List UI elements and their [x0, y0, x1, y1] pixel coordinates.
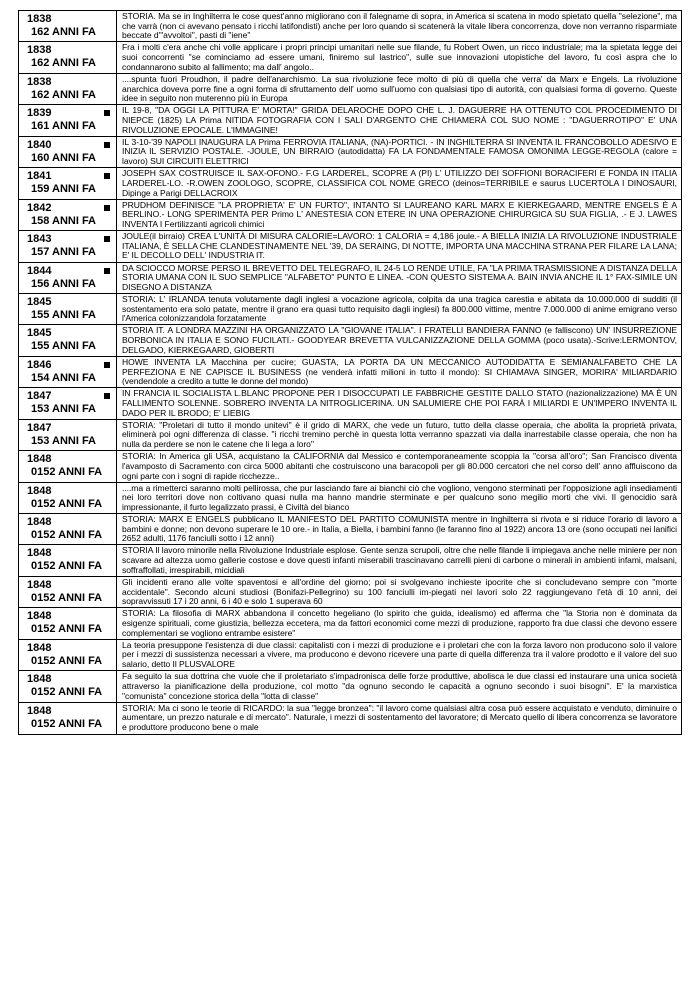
date-cell	[19, 42, 117, 72]
date-cell	[19, 137, 117, 167]
entry-text: IL 19-8, "DA OGGI LA PITTURA E' MORTA!" GRIDA DELAROCHE DOPO CHE L. J. DAGUERRE HA OTTENUTO COL PROCEDIMENTO DI NIEPCE (1825) LA Prima NITIDA FOTOGRAFIA CON I SALI D'ARGENTO CHE CHIAMERÀ COL SUO NOME : "DAGUERROTIPO" E' UNA RIVOLUZIONE EPOCALE. L'IMMAGINE!	[122, 105, 677, 135]
years-ago: 162 ANNI FA	[31, 88, 97, 101]
year: 1848	[27, 578, 52, 591]
date-cell	[19, 577, 117, 607]
timeline-row	[19, 168, 681, 199]
year: 1848	[27, 610, 52, 623]
date-cell	[19, 168, 117, 198]
entry-text: DA SCIOCCO MORSE PERSO IL BREVETTO DEL TELEGRAFO, IL 24-5 LO RENDE UTILE, FA "LA PRIMA TRASMISSIONE A DISTANZA DELLA STORIA UMANA CON IL SUO SEMPLICE "ALFABETO" PUNTO E LINEA. -CON QUESTO SISTEMA A. BAIN INVIA ANCHE IL 1° FAX-SIMILE UN DISEGNO A DISTANZA	[122, 262, 677, 292]
years-ago: 0152 ANNI FA	[31, 497, 103, 510]
entry-text: La teoria presuppone l'esistenza di due classi: capitalisti con i mezzi di produzione e i proletari che con la forza lavoro non producono solo il valore per i mezzi di sussistenza necessari a vivere, ma producono e devono ricevere una parte di quella differenza tra il valore prodotto e il valore del suo salario, detto Il PLUSVALORE	[122, 639, 677, 670]
date-cell	[19, 74, 117, 104]
square-bullet-icon	[104, 362, 110, 368]
year: 1845	[27, 327, 52, 340]
years-ago: 153 ANNI FA	[31, 403, 97, 416]
entry-text: STORIA: La filosofia di MARX abbandona il concetto hegeliano (lo spirito che guida, idealismo) ed afferma che "la Storia non è dominata da esigenze spirituali, come giustizia, bellezza eccetera, ma da fattori economici come mezzi di produzione, rapporto fra due classi che devono essere complementari se vogliono entrambe esistere"	[122, 608, 677, 638]
years-ago: 154 ANNI FA	[31, 371, 97, 384]
square-bullet-icon	[104, 205, 110, 211]
timeline-row	[19, 325, 681, 356]
timeline-row	[19, 231, 681, 262]
entry-text: JOULE(il birraio) CREA L'UNITÀ DI MISURA CALORIE=LAVORO: 1 CALORIA = 4,186 joule.- A BIELLA INIZIA LA RIVOLUZIONE INDUSTRIALE ITALIANA, È SELLA CHE CLANDESTINAMENTE NEL '39, DA SERAING, DI NOTTE, IMPORTA UNA MACCHINA STRANA PER FILARE LA LANA; E' IL DECOLLO DELL' INDUSTRIA IT.	[122, 231, 677, 261]
timeline-row	[19, 294, 681, 325]
year: 1848	[27, 516, 52, 528]
timeline-row	[19, 200, 681, 231]
year: 1848	[27, 641, 52, 654]
year: 1848	[27, 453, 52, 466]
year: 1842	[27, 201, 52, 214]
timeline-row	[19, 514, 681, 545]
square-bullet-icon	[104, 393, 110, 399]
timeline-row	[19, 483, 681, 514]
years-ago: 0152 ANNI FA	[31, 717, 103, 730]
date-cell	[19, 294, 117, 324]
date-cell	[19, 325, 117, 355]
timeline-row	[19, 42, 681, 73]
timeline-row	[19, 11, 681, 42]
years-ago: 155 ANNI FA	[31, 340, 97, 353]
years-ago: 0152 ANNI FA	[31, 560, 103, 573]
entry-text: STORIA Il lavoro minorile nella Rivoluzione Industriale esplose. Gente senza scrupoli, oltre che nelle filande li impiegava anche nelle miniere per non scavare ad altezza uomo gallerie costose e dove questi infanti miserabili trascinavano carrelli pieni di carbone o minerali in ambienti infami, malsani, soffraffollati, irrespirabili, micidiali	[122, 545, 677, 575]
years-ago: 162 ANNI FA	[31, 26, 97, 38]
year: 1848	[27, 704, 52, 717]
date-cell	[19, 608, 117, 638]
entry-text: IL 3-10-'39 NAPOLI INAUGURA LA Prima FERROVIA ITALIANA, (NA)-PORTICI. - IN INGHILTERRA SI INVENTA IL FRANCOBOLLO ADESIVO E INIZIA IL SERVIZIO POSTALE. -JOULE, UN BIRRAIO (autodidatta) FA LA FONDAMENTALE FAMOSA OMONIMA LEGGE-REGOLA (calore = lavoro) SUI CIRCUITI ELETTRICI	[122, 136, 677, 167]
years-ago: 160 ANNI FA	[31, 151, 97, 164]
date-cell	[19, 483, 117, 513]
timeline-row	[19, 105, 681, 136]
entry-text: STORIA. Ma se in Inghilterra le cose quest'anno migliorano con il falegname di sopra, in America si scatena in modo spietato quella "selezione", ma che varrà (non ci avevano pensato i ricchi latifondisti) anche per loro quando si scatenerà la vitale libera concorrenza, dove non verranno risparmiate beccate d'"avvoltoi", pasti di "iene"	[122, 11, 677, 41]
timeline-row	[19, 388, 681, 419]
timeline-row	[19, 640, 681, 671]
entry-text: PRUDHOM DEFINISCE "LA PROPRIETA' E' UN FURTO", INTANTO SI LAUREANO KARL MARX E KIERKEGAARD, MENTRE ENGELS È A BERLINO.- LONG SPERIMENTA PER Primo L' ANESTESIA CON ETERE IN UNA OPERAZIONE CHIRURGICA SU SUA FIGLIA, .- E J. LAWES INVENTA I Fertilizzanti agricoli chimici	[122, 199, 677, 230]
years-ago: 157 ANNI FA	[31, 246, 97, 259]
year: 1841	[27, 170, 52, 183]
date-cell	[19, 231, 117, 261]
year: 1848	[27, 484, 52, 497]
entry-text: STORIA: MARX E ENGELS pubblicano IL MANIFESTO DEL PARTITO COMUNISTA mentre in Inghilterra si rivota e si riduce l'orario di lavoro a bambini e donne; non devono superare le 10 ore.- in Italia, a Biella, i bambini fanno (le faranno fino al 1922) ancora 13 ore (sono occupati nei lanifici 2652 adulti, 1176 fanciulli sotto i 12 anni)	[122, 514, 677, 544]
timeline-row	[19, 703, 681, 734]
entry-text: STORIA: In America gli USA, acquistano la CALIFORNIA dal Messico e contemporaneamente scoppia la "corsa all'oro"; San Francisco diventa l'avamposto di Sacramento con circa 5000 abitanti che costruiscono una baracopoli per gli 80.000 cercatori che nel corso dell' anno affluiscono da ogni parte con i sogni di rapide ricchezze..	[122, 451, 677, 481]
date-cell	[19, 703, 117, 734]
timeline-row	[19, 577, 681, 608]
years-ago: 0152 ANNI FA	[31, 466, 103, 479]
years-ago: 0152 ANNI FA	[31, 591, 103, 604]
years-ago: 155 ANNI FA	[31, 308, 97, 321]
entry-text: IN FRANCIA IL SOCIALISTA L.BLANC PROPONE PER I DISOCCUPATI LE FABBRICHE GESTITE DALLO STATO (nazionalizzazione) MA È UN FALLIMENTO SOLENNE. SOBRERO INVENTA LA NITROGLICERINA. UN SALUMIERE CHE POI FARÀ I MILIARDI E UN'IMPERO INVENTA IL DADO PER IL BRODO; E' LIEBIG	[122, 388, 677, 418]
date-cell	[19, 105, 117, 135]
square-bullet-icon	[104, 110, 110, 116]
timeline-row	[19, 671, 681, 702]
date-cell	[19, 200, 117, 230]
year: 1838	[27, 13, 52, 25]
entry-text: Fra i molti c'era anche chi volle applicare i propri principi umanitari nelle sue filande, fu Robert Owen, un ricco industriale; ma la spietata legge dei suoi concorrenti "se cominciamo ad essere umani, finiremo sul lastrico", sulle sue innovazioni utopistiche del lavoro, fu così aspra che lo condannarono subito al fallimento; ma dall' angolo..	[122, 42, 677, 72]
date-cell	[19, 11, 117, 41]
entry-text: STORIA IT. A LONDRA MAZZINI HA ORGANIZZATO LA "GIOVANE ITALIA". I FRATELLI BANDIERA FANNO (e falliscono) UN' INSURREZIONE BORBONICA IN ITALIA E SONO FUCILATI.- GOODYEAR BREVETTA VULCANIZZAZIONE DELLA GOMMA (poco usata).-Scrive:LERMONTOV, DELGADO, KIERKEGAARD, GIOBERTI	[122, 325, 677, 355]
years-ago: 161 ANNI FA	[31, 120, 97, 133]
years-ago: 153 ANNI FA	[31, 434, 97, 447]
timeline-table	[18, 10, 682, 735]
timeline-row	[19, 137, 681, 168]
years-ago: 0152 ANNI FA	[31, 623, 103, 636]
entry-text: HOWE INVENTA LA Macchina per cucire; GUASTA, LA PORTA DA UN MECCANICO AUTODIDATTA E SEMIANALFABETO CHE LA PERFEZIONA E NE CAPISCE IL BUSINESS (ne venderà infatti milioni in tutto il mondo): SI CHIAMAVA SINGER, MORIRA' MILIARDARIO (vendendole a credito a tutte le donne del mondo)	[122, 356, 677, 387]
timeline-row	[19, 263, 681, 294]
years-ago: 162 ANNI FA	[31, 57, 97, 70]
timeline-row	[19, 420, 681, 451]
entry-text: STORIA: Ma ci sono le teorie di RICARDO: la sua "legge bronzea": "il lavoro come qualsiasi altra cosa può essere acquistato e venduto, diminuire o aumentare, un prezzo naturale e di mercato". Naturale, i mezzi di sostentamento del lavoratore; di Mercato quello di libera concorrenza se lavoratore e produttore producono bene o male	[122, 702, 677, 733]
date-cell	[19, 545, 117, 575]
date-cell	[19, 671, 117, 701]
years-ago: 158 ANNI FA	[31, 214, 97, 227]
date-cell	[19, 388, 117, 418]
year: 1847	[27, 390, 52, 403]
timeline-row	[19, 451, 681, 482]
year: 1846	[27, 358, 52, 371]
entry-text: ....ma a rimetterci saranno molti pellirossa, che pur lasciando fare ai bianchi ciò che vogliono, vengono sterminati per l'opposizione agli insediamenti nei loro territori dove non coltivano quasi nulla ma hanno mandrie sterminate e per qualcuno sono megilio morti che vivi. Il genocidio sarà impressionante, il furto legalizzato prassi, è Civiltà del bianco	[122, 482, 677, 512]
timeline-row	[19, 608, 681, 639]
year: 1847	[27, 421, 52, 434]
date-cell	[19, 420, 117, 450]
year: 1843	[27, 233, 52, 246]
year: 1838	[27, 75, 52, 88]
entry-text: Gli incidenti erano alle volte spaventosi e all'ordine del giorno; poi si svolgevano inchieste ipocrite che si concludevano sempre con "morte accidentale". Secondo alcuni studiosi (Bonifazi-Pellegrino) su 100 fanciulli im-piegati nei lavori solo 22 raggiungevano l'età di 10 anni, dei sopravvissuti 17 i 20 anni, 6 i 40 e solo 1 superava 60	[122, 576, 677, 607]
entry-text: STORIA: L' IRLANDA tenuta volutamente dagli inglesi a vocazione agricola, colpita da una tragica carestia e abitata da 10.000.000 di sudditi (il sostentamento era solo patate, mentre il grano era quasi tutto requisito dagli inglesi) fa 800.000 vittime, mentre 7.000.000 di anime emigrano verso l'America colonizzandola forzatamente	[122, 293, 677, 324]
date-cell	[19, 640, 117, 670]
timeline-row	[19, 545, 681, 576]
entry-text: STORIA: "Proletari di tutto il mondo unitevi" è il grido di MARX, che vede un futuro, tutto della classe operaia, che abolita la proprietà privata, eliminerà poi ogni differenza di classe. "i ricchi tremino perchè in questa lotta verranno spazzati via dalla inarrestabile classe operaia, che non ha nulla da perdere se non le catene che li lega a loro"	[122, 419, 677, 450]
square-bullet-icon	[104, 268, 110, 274]
date-cell	[19, 263, 117, 293]
date-cell	[19, 451, 117, 481]
square-bullet-icon	[104, 236, 110, 242]
years-ago: 159 ANNI FA	[31, 183, 97, 196]
year: 1839	[27, 107, 52, 120]
years-ago: 156 ANNI FA	[31, 277, 97, 290]
years-ago: 0152 ANNI FA	[31, 529, 103, 541]
timeline-row	[19, 74, 681, 105]
year: 1848	[27, 673, 52, 686]
entry-text: Fa seguito la sua dottrina che vuole che il proletariato s'impadronisca delle forze produttive, abolisca le due classi ed instaurare una unica società attraverso la pianificazione della produzione, col motto "da ognuno secondo le capacità a ognuno secondo i suoi bisogni". E' la marxistica "comunista" concezione storica della "lotta di classe"	[122, 671, 677, 701]
timeline-row	[19, 357, 681, 388]
date-cell	[19, 514, 117, 544]
date-cell	[19, 357, 117, 387]
entry-text: ....spunta fuori Proudhon, il padre dell'anarchismo. La sua rivoluzione fece molto di più di quella che verra' da Marx e Engels. La rivoluzione anarchica doveva porre fine a ogni forma di sfruttamento dell' uomo sull'uomo con qualsiasi tipo di autorità, con qualsiasi forma di governo. Queste idee in seguito non muterenno più in Europa	[122, 73, 677, 104]
years-ago: 0152 ANNI FA	[31, 686, 103, 699]
years-ago: 0152 ANNI FA	[31, 654, 103, 667]
year: 1838	[27, 44, 52, 57]
year: 1845	[27, 295, 52, 308]
year: 1848	[27, 547, 52, 560]
square-bullet-icon	[104, 173, 110, 179]
square-bullet-icon	[104, 142, 110, 148]
entry-text: JOSEPH SAX COSTRUISCE IL SAX-OFONO.- F.G LARDEREL, SCOPRE A (PI) L' UTILIZZO DEI SOFFIONI BORACIFERI E FONDA IN ITALIA LARDEREL-LO. -R.OWEN ZOOLOGO, SCOPRE, CLASSIFICA COL NOME GRECO (deinos=TERRIBILE e saurus LUCERTOLA I DINOSAURI, Dipinge a Parigi DELLACROIX	[122, 168, 677, 198]
year: 1840	[27, 138, 52, 151]
year: 1844	[27, 264, 52, 277]
